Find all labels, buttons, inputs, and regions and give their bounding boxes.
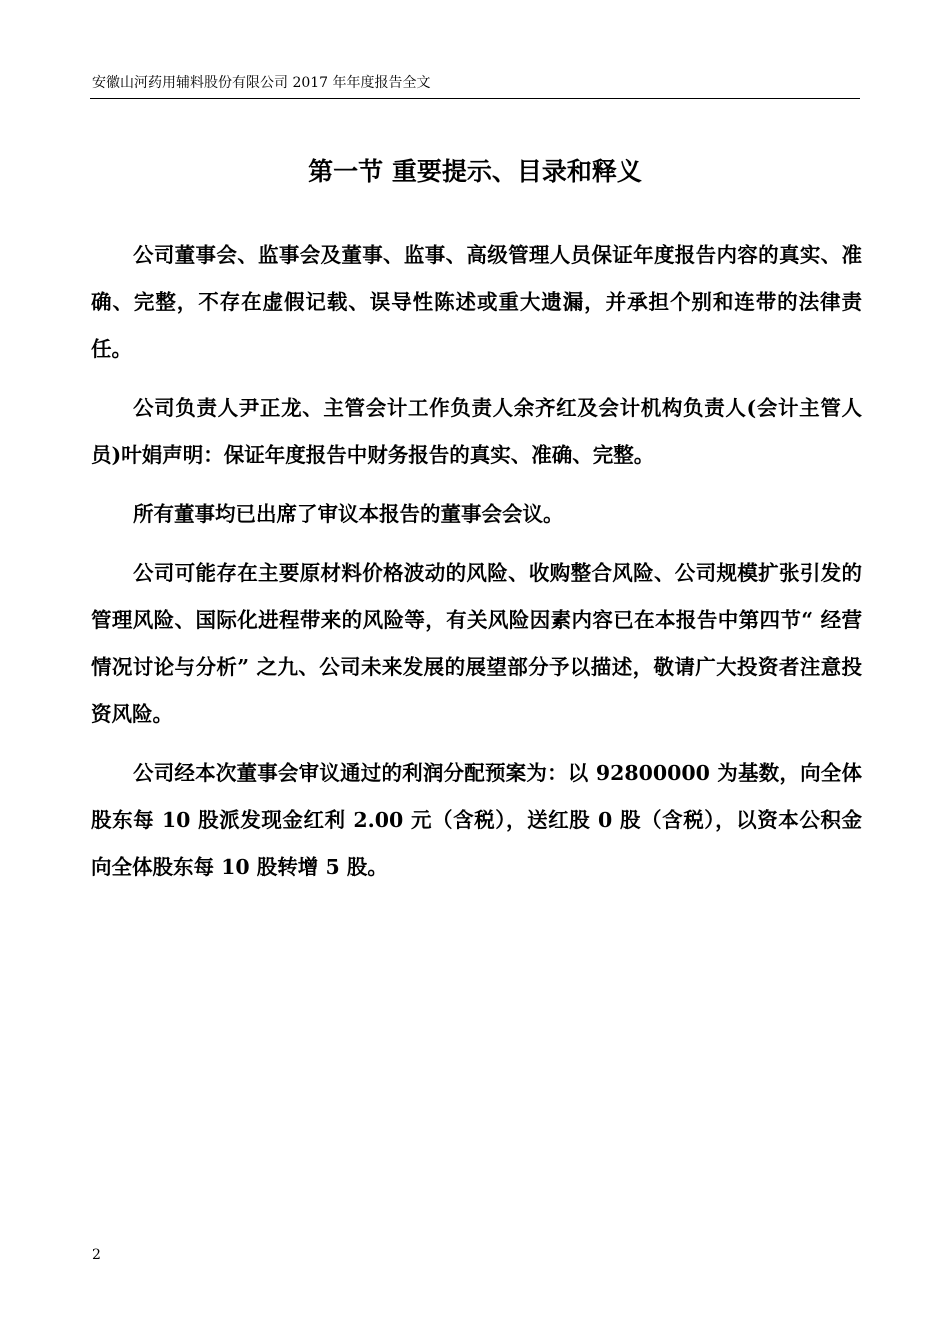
header-divider (90, 98, 860, 99)
section-title: 第一节 重要提示、目录和释义 (308, 157, 642, 186)
paragraph-risk-warning: 公司可能存在主要原材料价格波动的风险、收购整合风险、公司规模扩张引发的管理风险、国际化进程带来的风险等，有关风险因素内容已在本报告中第四节“ 经营情况讨论与分析” 之九、公司未来发展的展望部分予以描述，敬请广大投资者注意投资风险。 (91, 561, 862, 726)
paragraph-financial-statement-declaration: 公司负责人尹正龙、主管会计工作负责人余齐红及会计机构负责人(会计主管人员)叶娟声明：保证年度报告中财务报告的真实、准确、完整。 (91, 396, 862, 467)
body-content (91, 232, 862, 903)
report-header: 安徽山河药用辅料股份有限公司 2017 年年度报告全文 (92, 75, 431, 91)
paragraph-responsibility-statement: 公司董事会、监事会及董事、监事、高级管理人员保证年度报告内容的真实、准确、完整，不存在虚假记载、误导性陈述或重大遗漏，并承担个别和连带的法律责任。 (91, 243, 862, 361)
paragraph-profit-distribution: 公司经本次董事会审议通过的利润分配预案为：以 92800000 为基数，向全体股东每 10 股派发现金红利 2.00 元（含税），送红股 0 股（含税），以资本公积金向全体股东每 10 股转增 5 股。 (91, 761, 862, 879)
page-number: 2 (92, 1247, 101, 1263)
paragraph-board-attendance: 所有董事均已出席了审议本报告的董事会会议。 (133, 502, 564, 526)
